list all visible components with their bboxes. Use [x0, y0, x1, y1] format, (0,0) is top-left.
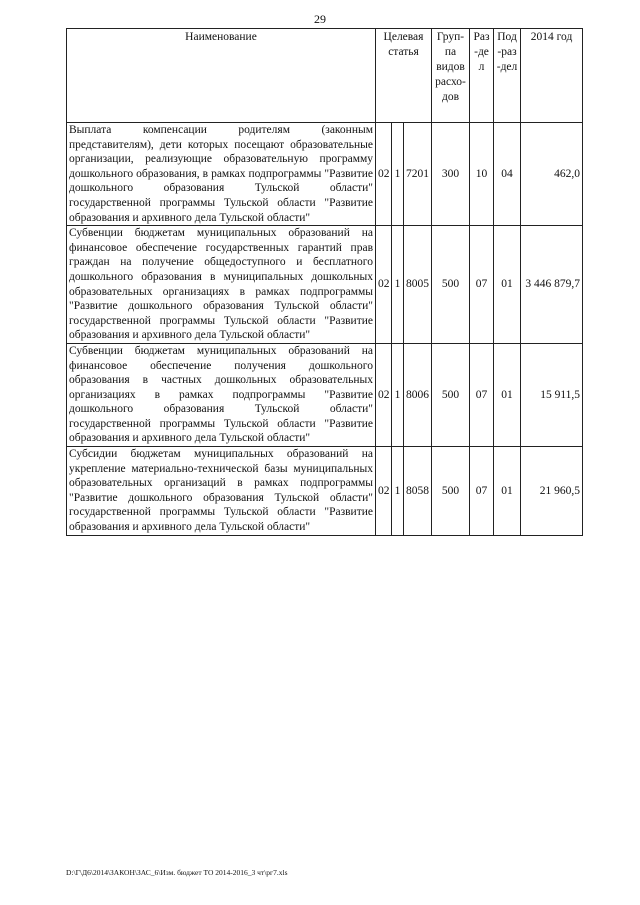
target-code-2: 1: [392, 123, 404, 226]
target-code-2: 1: [392, 343, 404, 446]
amount: 3 446 879,7: [521, 226, 583, 344]
header-name: Наименование: [67, 29, 376, 123]
target-code-2: 1: [392, 226, 404, 344]
section: 07: [470, 447, 494, 536]
budget-table: [66, 28, 583, 536]
amount: 21 960,5: [521, 447, 583, 536]
target-code-3: 8005: [404, 226, 432, 344]
section: 07: [470, 226, 494, 344]
target-code-1: 02: [376, 447, 392, 536]
amount: 15 911,5: [521, 343, 583, 446]
expense-group: 500: [432, 447, 470, 536]
expense-group: 500: [432, 226, 470, 344]
target-code-1: 02: [376, 226, 392, 344]
table-row: [67, 447, 583, 536]
page-number: 29: [314, 12, 326, 26]
row-name: Выплата компенсации родителям (законным представителям), дети которых посещают образовательные организации, реализующие образовательную программу дошкольного образования, в рамках подпрограммы "Развитие дошкольного образования Тульской области" государственной программы Тульской области "Развитие образования и архивного дела Тульской области": [67, 123, 376, 226]
expense-group: 500: [432, 343, 470, 446]
section: 07: [470, 343, 494, 446]
section: 10: [470, 123, 494, 226]
header-row: [67, 29, 583, 123]
row-name: Субвенции бюджетам муниципальных образований на финансовое обеспечение получения дошкольного образования в частных дошкольных образовательных организациях в рамках подпрограммы "Развитие дошкольного образования Тульской области" государственной программы Тульской области "Развитие образования и архивного дела Тульской области": [67, 343, 376, 446]
target-code-1: 02: [376, 123, 392, 226]
header-group: Груп-па видов расхо-дов: [432, 29, 470, 123]
target-code-3: 8058: [404, 447, 432, 536]
header-year: 2014 год: [521, 29, 583, 123]
table-row: [67, 343, 583, 446]
subsection: 04: [494, 123, 521, 226]
expense-group: 300: [432, 123, 470, 226]
file-path: D:\Г\Д6\2014\ЗАКОН\ЗАС_6\Изм. бюджет ТО 2014-2016_3 чт\рг7.xls: [66, 868, 288, 877]
table-row: [67, 123, 583, 226]
subsection: 01: [494, 226, 521, 344]
row-name: Субсидии бюджетам муниципальных образований на укрепление материально-технической базы муниципальных образовательных организаций в рамках подпрограммы "Развитие дошкольного образования Тульской области" государственной программы Тульской области "Развитие образования и архивного дела Тульской области": [67, 447, 376, 536]
subsection: 01: [494, 343, 521, 446]
header-subsection: Под-раз-дел: [494, 29, 521, 123]
target-code-3: 7201: [404, 123, 432, 226]
target-code-1: 02: [376, 343, 392, 446]
target-code-2: 1: [392, 447, 404, 536]
header-section: Раз-дел: [470, 29, 494, 123]
target-code-3: 8006: [404, 343, 432, 446]
subsection: 01: [494, 447, 521, 536]
row-name: Субвенции бюджетам муниципальных образований на финансовое обеспечение государственных гарантий прав граждан на получение общедоступного и бесплатного дошкольного образования в муниципальных дошкольных образовательных организациях в рамках подпрограммы "Развитие дошкольного образования Тульской области" государственной программы Тульской области "Развитие образования и архивного дела Тульской области": [67, 226, 376, 344]
amount: 462,0: [521, 123, 583, 226]
header-target: Целевая статья: [376, 29, 432, 123]
table-row: [67, 226, 583, 344]
